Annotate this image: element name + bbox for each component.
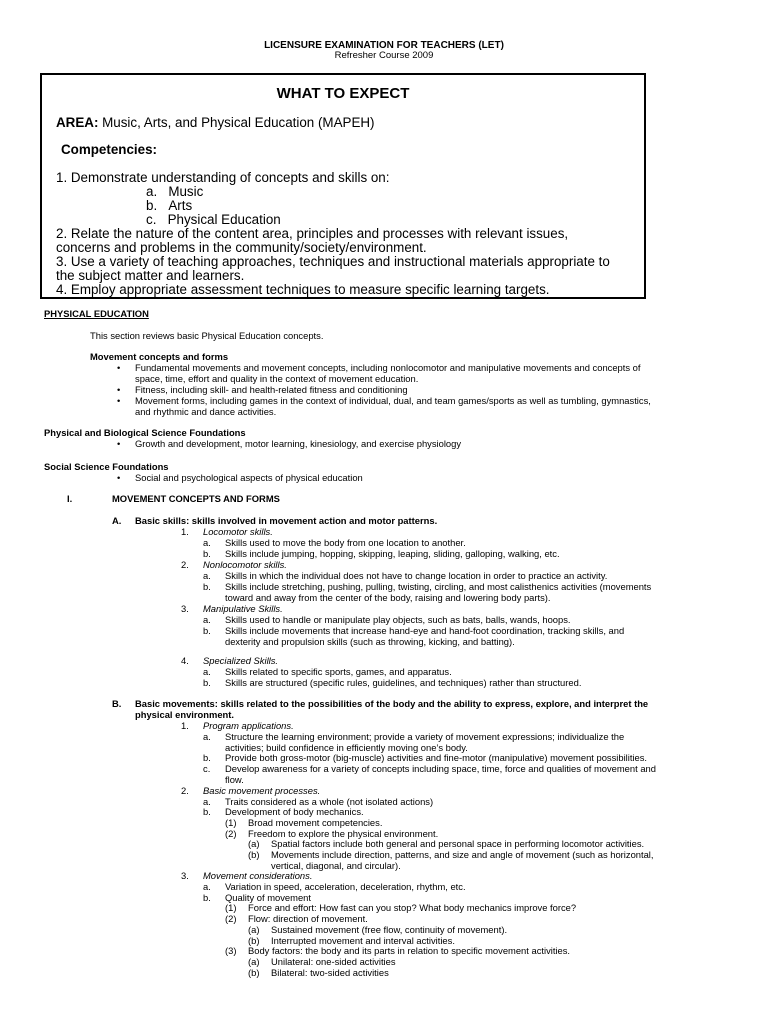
outline-letter: b.	[203, 677, 211, 688]
outline-sub-number: (1)	[225, 817, 237, 828]
outline-letter: a.	[203, 796, 211, 807]
outline-sub-number: (3)	[225, 945, 237, 956]
outline-b2-number: 2.	[181, 785, 189, 796]
outline-b1b: Provide both gross-motor (big-muscle) activities and fine-motor (manipulative) movement possibilities.	[225, 752, 648, 763]
outline-letter: a.	[203, 570, 211, 581]
outline-a1b: Skills include jumping, hopping, skipping, leaping, sliding, galloping, walking, etc.	[225, 548, 560, 559]
outline-a2b-line-2: toward and away from the center of the body, raising and lowering body parts).	[225, 592, 551, 603]
mc-bullet-1-line-2: space, time, effort and quality in the context of movement education.	[135, 373, 419, 384]
outline-sub-letter: (a)	[248, 838, 260, 849]
outline-b3b1: Force and effort: How fast can you stop? What body mechanics improve force?	[248, 902, 577, 913]
outline-a2b-line-1: Skills include stretching, pushing, pulling, twisting, circling, and most calisthenics activities (movements	[225, 581, 652, 592]
outline-a1-title: Locomotor skills.	[203, 526, 273, 537]
competency-4-line-1: 4. Employ appropriate assessment techniques to measure specific learning targets.	[56, 282, 550, 297]
what-to-expect-box	[40, 73, 646, 299]
outline-sub-number: (2)	[225, 828, 237, 839]
outline-b3b3: Body factors: the body and its parts in relation to specific movement activities.	[248, 945, 571, 956]
competency-3-line-1: 3. Use a variety of teaching approaches, techniques and instructional materials appropriate to	[56, 254, 610, 269]
outline-a4-title: Specialized Skills.	[203, 655, 279, 666]
bullet: •	[117, 472, 121, 483]
outline-b3-number: 3.	[181, 870, 189, 881]
bullet: •	[117, 362, 121, 373]
outline-letter: a.	[203, 666, 211, 677]
outline-sub-number: (2)	[225, 913, 237, 924]
outline-letter: b.	[203, 892, 211, 903]
outline-a3-number: 3.	[181, 603, 189, 614]
ssf-bullet-1: Social and psychological aspects of physical education	[135, 472, 363, 483]
mc-bullet-1-line-1: Fundamental movements and movement concepts, including nonlocomotor and manipulative movements and concepts of	[135, 362, 641, 373]
outline-sub-number: (1)	[225, 902, 237, 913]
pbsf-heading: Physical and Biological Science Foundations	[44, 427, 246, 438]
outline-b3b3a: Unilateral: one-sided activities	[271, 956, 396, 967]
outline-letter: b.	[203, 581, 211, 592]
outline-b2b2b-line-1: Movements include direction, patterns, and size and angle of movement (such as horizontal,	[271, 849, 654, 860]
outline-a1a: Skills used to move the body from one location to another.	[225, 537, 466, 548]
section-i-title: MOVEMENT CONCEPTS AND FORMS	[112, 493, 280, 504]
outline-a4a: Skills related to specific sports, games, and apparatus.	[225, 666, 452, 677]
outline-a4-number: 4.	[181, 655, 189, 666]
outline-a1-number: 1.	[181, 526, 189, 537]
outline-b-number: B.	[112, 698, 122, 709]
outline-a3b-line-2: dexterity and propulsion skills (such as throwing, kicking, and batting).	[225, 636, 515, 647]
outline-b1-title: Program applications.	[203, 720, 294, 731]
competency-1: 1. Demonstrate understanding of concepts and skills on:	[56, 170, 390, 185]
bullet: •	[117, 384, 121, 395]
outline-letter: c.	[203, 763, 211, 774]
outline-a3a: Skills used to handle or manipulate play objects, such as bats, balls, wands, hoops.	[225, 614, 571, 625]
competency-1c: c. Physical Education	[146, 212, 281, 227]
outline-b1a-line-2: activities; build confidence in efficiently moving one’s body.	[225, 742, 468, 753]
outline-b1a-line-1: Structure the learning environment; provide a variety of movement expressions; individualize the	[225, 731, 625, 742]
outline-b3b2a: Sustained movement (free flow, continuity of movement).	[271, 924, 508, 935]
bullet: •	[117, 395, 121, 406]
outline-b2b1: Broad movement competencies.	[248, 817, 383, 828]
outline-b1-number: 1.	[181, 720, 189, 731]
outline-letter: a.	[203, 537, 211, 548]
outline-letter: b.	[203, 806, 211, 817]
competency-2-line-2: concerns and problems in the community/society/environment.	[56, 240, 427, 255]
outline-b1c-line-1: Develop awareness for a variety of concepts including space, time, force and qualities of movement and	[225, 763, 656, 774]
mc-bullet-2: Fitness, including skill- and health-related fitness and conditioning	[135, 384, 408, 395]
competency-1b: b. Arts	[146, 198, 193, 213]
outline-sub-letter: (b)	[248, 935, 260, 946]
outline-letter: a.	[203, 614, 211, 625]
outline-a3b-line-1: Skills include movements that increase hand-eye and hand-foot coordination, tracking skills, and	[225, 625, 625, 636]
outline-b-title-line-1: Basic movements: skills related to the possibilities of the body and the ability to express, explore, and interpret the	[135, 698, 649, 709]
pe-heading: PHYSICAL EDUCATION	[44, 308, 149, 319]
pe-intro: This section reviews basic Physical Education concepts.	[90, 330, 324, 341]
document-subtitle: Refresher Course 2009	[334, 50, 434, 61]
document-title: LICENSURE EXAMINATION FOR TEACHERS (LET)	[264, 40, 504, 51]
outline-b2b: Development of body mechanics.	[225, 806, 364, 817]
outline-letter: b.	[203, 625, 211, 636]
box-title: WHAT TO EXPECT	[276, 85, 410, 102]
outline-letter: b.	[203, 752, 211, 763]
outline-letter: a.	[203, 881, 211, 892]
competencies-label: Competencies:	[61, 142, 157, 157]
outline-b3-title: Movement considerations.	[203, 870, 313, 881]
outline-sub-letter: (b)	[248, 849, 260, 860]
bullet: •	[117, 438, 121, 449]
area-label: AREA:	[56, 115, 99, 130]
outline-b2b2a: Spatial factors include both general and personal space in performing locomotor activities.	[271, 838, 645, 849]
outline-a2-number: 2.	[181, 559, 189, 570]
competency-2-line-1: 2. Relate the nature of the content area, principles and processes with relevant issues,	[56, 226, 569, 241]
movement-concepts-heading: Movement concepts and forms	[90, 351, 229, 362]
outline-b3a: Variation in speed, acceleration, deceleration, rhythm, etc.	[225, 881, 466, 892]
outline-b3b2b: Interrupted movement and interval activities.	[271, 935, 455, 946]
roman-numeral: I.	[67, 493, 73, 504]
outline-b3b: Quality of movement	[225, 892, 311, 903]
competency-1a: a. Music	[146, 184, 204, 199]
outline-b2b2b-line-2: vertical, diagonal, and circular).	[271, 860, 401, 871]
outline-b2a: Traits considered as a whole (not isolated actions)	[225, 796, 434, 807]
outline-sub-letter: (a)	[248, 956, 260, 967]
outline-letter: a.	[203, 731, 211, 742]
pbsf-bullet-1: Growth and development, motor learning, kinesiology, and exercise physiology	[135, 438, 462, 449]
outline-sub-letter: (a)	[248, 924, 260, 935]
outline-a-title: Basic skills: skills involved in movement action and motor patterns.	[135, 515, 438, 526]
outline-b-title-line-2: physical environment.	[135, 709, 234, 720]
outline-b3b2: Flow: direction of movement.	[248, 913, 368, 924]
outline-b1c-line-2: flow.	[225, 774, 244, 785]
outline-letter: b.	[203, 548, 211, 559]
outline-b2-title: Basic movement processes.	[203, 785, 321, 796]
area-line	[56, 116, 375, 130]
outline-a2-title: Nonlocomotor skills.	[203, 559, 287, 570]
outline-a3-title: Manipulative Skills.	[203, 603, 283, 614]
ssf-heading: Social Science Foundations	[44, 461, 169, 472]
competency-3-line-2: the subject matter and learners.	[56, 268, 245, 283]
outline-b3b3b: Bilateral: two-sided activities	[271, 967, 389, 978]
outline-a4b: Skills are structured (specific rules, guidelines, and techniques) rather than structured.	[225, 677, 582, 688]
outline-a-number: A.	[112, 515, 122, 526]
outline-a2a: Skills in which the individual does not have to change location in order to practice an activity.	[225, 570, 608, 581]
area-value: Music, Arts, and Physical Education (MAPEH)	[98, 115, 375, 130]
outline-b2b2: Freedom to explore the physical environment.	[248, 828, 439, 839]
mc-bullet-3-line-2: and rhythmic and dance activities.	[135, 406, 277, 417]
mc-bullet-3-line-1: Movement forms, including games in the context of individual, dual, and team games/sports as well as tumbling, gymnastics,	[135, 395, 651, 406]
outline-sub-letter: (b)	[248, 967, 260, 978]
